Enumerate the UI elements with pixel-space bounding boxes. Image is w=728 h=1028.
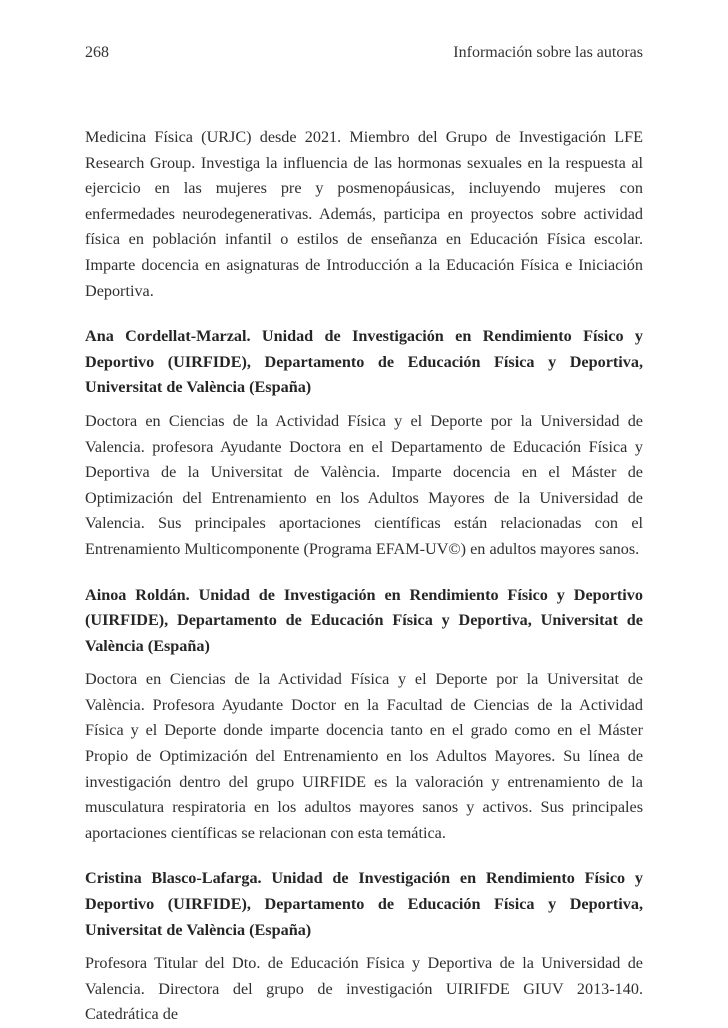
page-header bbox=[85, 44, 643, 68]
running-title: Información sobre las autoras bbox=[453, 44, 643, 61]
intro-paragraph: Medicina Física (URJC) desde 2021. Miembro del Grupo de Investigación LFE Research Group. Investiga la influencia de las hormonas sexuales en la respuesta al ejercicio en las mujeres pre y posmenopáusicas, incluyendo mujeres con enfermedades neurodegenerativas. Además, participa en proyectos sobre actividad física en población infantil o estilos de enseñanza en Educación Física escolar. Imparte docencia en asignaturas de Introducción a la Educación Física e Iniciación Deportiva. bbox=[85, 128, 643, 300]
author-heading: Ainoa Roldán. Unidad de Investigación en Rendimiento Físico y Deportivo (UIRFIDE), Departamento de Educación Física y Deportiva, Universitat de València (España) bbox=[85, 585, 643, 655]
author-heading: Ana Cordellat-Marzal. Unidad de Investigación en Rendimiento Físico y Deportivo (UIRFIDE), Departamento de Educación Física y Deportiva, Universitat de València (España) bbox=[85, 327, 643, 397]
author-bio: Doctora en Ciencias de la Actividad Física y el Deporte por la Universidad de Valencia. profesora Ayudante Doctora en el Departamento de Educación Física y Deportiva de la Universitat de València. Imparte docencia en el Máster de Optimización del Entrenamiento en los Adultos Mayores de la Universidad de Valencia. Sus principales aportaciones científicas están relacionadas con el Entrenamiento Multicomponente (Programa EFAM-UV©) en adultos mayores sanos. bbox=[85, 411, 643, 558]
author-bio: Doctora en Ciencias de la Actividad Física y el Deporte por la Universitat de València. Profesora Ayudante Doctor en la Facultad de Ciencias de la Actividad Física y el Deporte donde imparte docencia tanto en el grado como en el Máster Propio de Optimización del Entrenamiento en los Adultos Mayores. Su línea de investigación dentro del grupo UIRFIDE es la valoración y entrenamiento de la musculatura respiratoria en los adultos mayores sanos y activos. Sus principales aportaciones científicas se relacionan con esta temática. bbox=[85, 670, 643, 842]
page-body bbox=[85, 125, 643, 1028]
author-bio: Profesora Titular del Dto. de Educación Física y Deportiva de la Universidad de Valencia. Directora del grupo de investigación UIRIFDE GIUV 2013-140. Catedrática de bbox=[85, 954, 643, 1024]
page-number: 268 bbox=[85, 44, 109, 61]
author-heading: Cristina Blasco-Lafarga. Unidad de Investigación en Rendimiento Físico y Deportivo (UIRFIDE), Departamento de Educación Física y Deportiva, Universitat de València (España) bbox=[85, 869, 643, 939]
